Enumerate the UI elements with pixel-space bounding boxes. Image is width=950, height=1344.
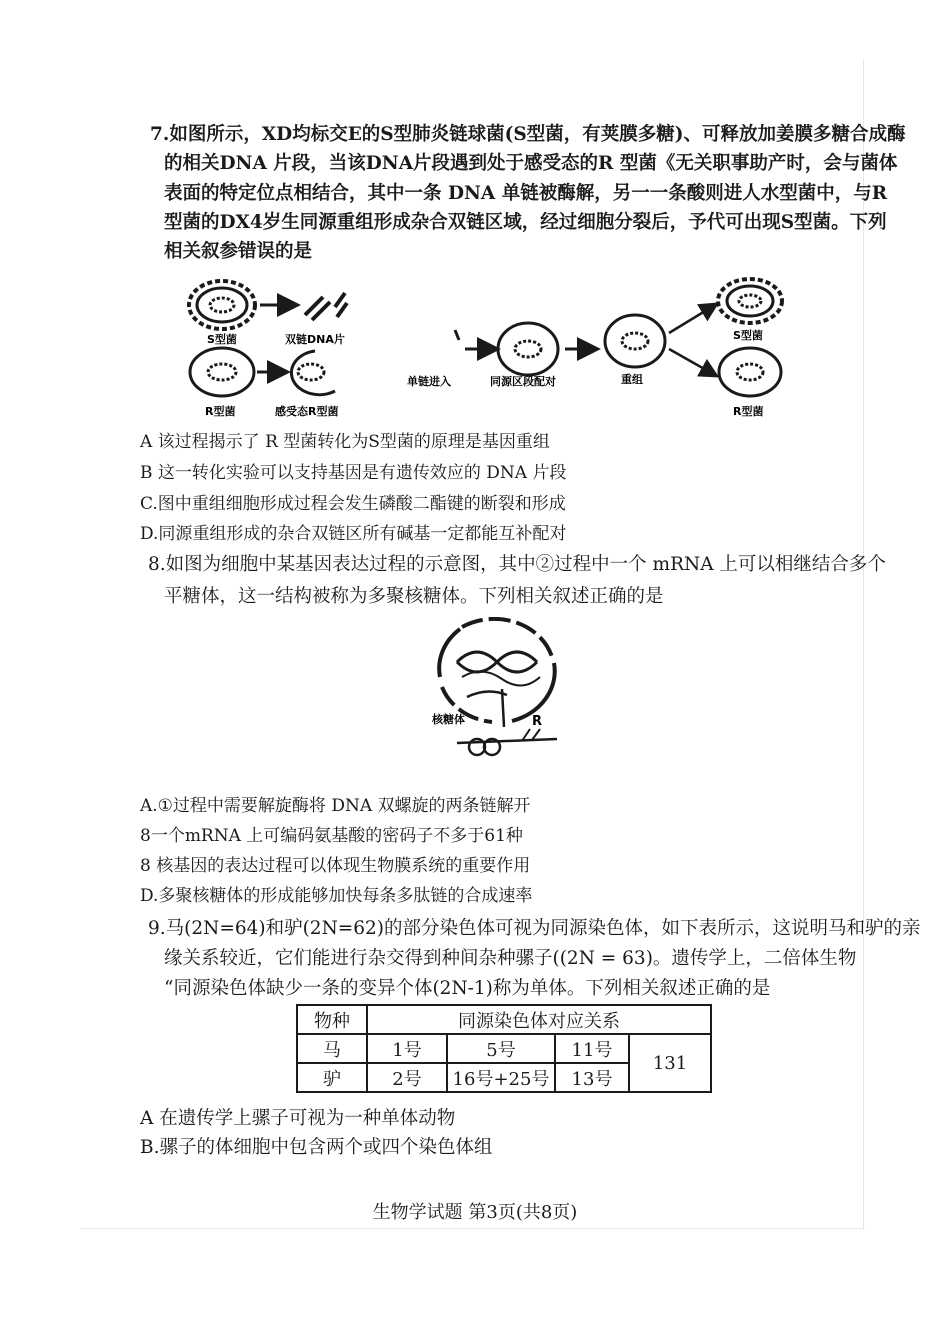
- label-pairing: 同源区段配对: [490, 375, 556, 388]
- question-8-line: 8.如图为细胞中某基因表达过程的示意图，其中②过程中一个 mRNA 上可以相继结合多个: [148, 554, 886, 575]
- label-r: R: [532, 714, 543, 729]
- option-c: 8 核基因的表达过程可以体现生物膜系统的重要作用: [140, 856, 531, 876]
- label-recombination: 重组: [621, 373, 643, 386]
- option-b: B 这一转化实验可以支持基因是有遗传效应的 DNA 片段: [140, 463, 567, 483]
- table-cell: 13号: [555, 1063, 629, 1092]
- label-single-strand: 单链进入: [407, 375, 451, 388]
- question-7-line: 表面的特定位点相结合，其中一条 DNA 单链被酶解，另一一条酸则进人水型菌中，与R: [164, 183, 888, 204]
- question-7-line: 7.如图所示，XD均标交E的S型肺炎链球菌(S型菌，有荚膜多糖)、可释放加姜膜多糖合成酶: [150, 124, 906, 145]
- table-cell: 马: [297, 1034, 367, 1063]
- table-cell: 5号: [447, 1034, 555, 1063]
- question-8-line: 平糖体，这一结构被称为多聚核糖体。下列相关叙述正确的是: [164, 586, 664, 607]
- table-cell: 131: [629, 1034, 711, 1092]
- table-row: [297, 1034, 711, 1063]
- table-header-cell: 同源染色体对应关系: [367, 1005, 711, 1034]
- label-competent-r: 感受态R型菌: [275, 405, 339, 418]
- gene-expression-diagram: [432, 617, 572, 771]
- table-cell: 驴: [297, 1063, 367, 1092]
- recombinant-cell-icon: [605, 315, 665, 367]
- page-footer: 生物学试题 第3页(共8页): [372, 1202, 578, 1223]
- table-cell: 1号: [367, 1034, 447, 1063]
- option-d: D.多聚核糖体的形成能够加快每条多肽链的合成速率: [140, 886, 533, 906]
- label-dsdna: 双链DNA片: [285, 333, 345, 346]
- label-r-type: R型菌: [733, 405, 764, 418]
- transformation-diagram: [185, 275, 805, 429]
- table-header-row: [297, 1005, 711, 1034]
- option-b: B.骡子的体细胞中包含两个或四个染色体组: [140, 1137, 493, 1158]
- question-7-line: 的相关DNA 片段，当该DNA片段遇到处于感受态的R 型菌《无关职事助产时，会与菌体: [164, 153, 898, 174]
- table-cell: 2号: [367, 1063, 447, 1092]
- question-9-line: “同源染色体缺少一条的变异个体(2N-1)称为单体。下列相关叙述正确的是: [164, 978, 771, 999]
- question-7-line: 型菌的DX4岁生同源重组形成杂合双链区域，经过细胞分裂后，予代可出现S型菌。下列: [164, 212, 887, 233]
- dna-fragment-icon: [305, 293, 347, 320]
- option-a: A 该过程揭示了 R 型菌转化为S型菌的原理是基因重组: [140, 432, 550, 452]
- competent-r-cell-icon: [291, 351, 335, 395]
- question-7-line: 相关叙参错误的是: [164, 241, 313, 262]
- table-cell: 11号: [555, 1034, 629, 1063]
- nucleus-icon: [439, 619, 555, 722]
- option-a: A 在遗传学上骡子可视为一种单体动物: [140, 1108, 456, 1129]
- label-s-type: S型菌: [207, 333, 237, 346]
- question-9-line: 缘关系较近，它们能进行杂交得到种间杂种骡子((2N = 63)。遗传学上，二倍体生物: [164, 948, 857, 969]
- option-a: A.①过程中需要解旋酶将 DNA 双螺旋的两条链解开: [140, 796, 531, 816]
- table-header-cell: 物种: [297, 1005, 367, 1034]
- ribosome-icon: [457, 729, 557, 755]
- option-d: D.同源重组形成的杂合双链区所有碱基一定都能互补配对: [140, 524, 567, 544]
- r-cell-icon: [719, 348, 781, 396]
- label-ribosome: 核糖体: [432, 713, 465, 726]
- label-s-type: S型菌: [733, 329, 763, 342]
- pairing-cell-icon: [498, 323, 558, 375]
- r-cell-icon: [190, 348, 254, 396]
- table-cell: 16号+25号: [447, 1063, 555, 1092]
- page-edge: [80, 1228, 865, 1229]
- s-cell-icon: [189, 281, 255, 329]
- question-9-line: 9.马(2N=64)和驴(2N=62)的部分染色体可视为同源染色体，如下表所示，这说明马和驴的亲: [148, 918, 921, 939]
- homologous-chromosome-table: [296, 1004, 712, 1093]
- option-c: C.图中重组细胞形成过程会发生磷酸二酯键的断裂和形成: [140, 494, 566, 514]
- dna-helix-icon: [457, 652, 540, 686]
- label-r-type: R型菌: [205, 405, 236, 418]
- s-cell-icon: [718, 279, 782, 323]
- option-b: 8一个mRNA 上可编码氨基酸的密码子不多于61种: [140, 826, 523, 846]
